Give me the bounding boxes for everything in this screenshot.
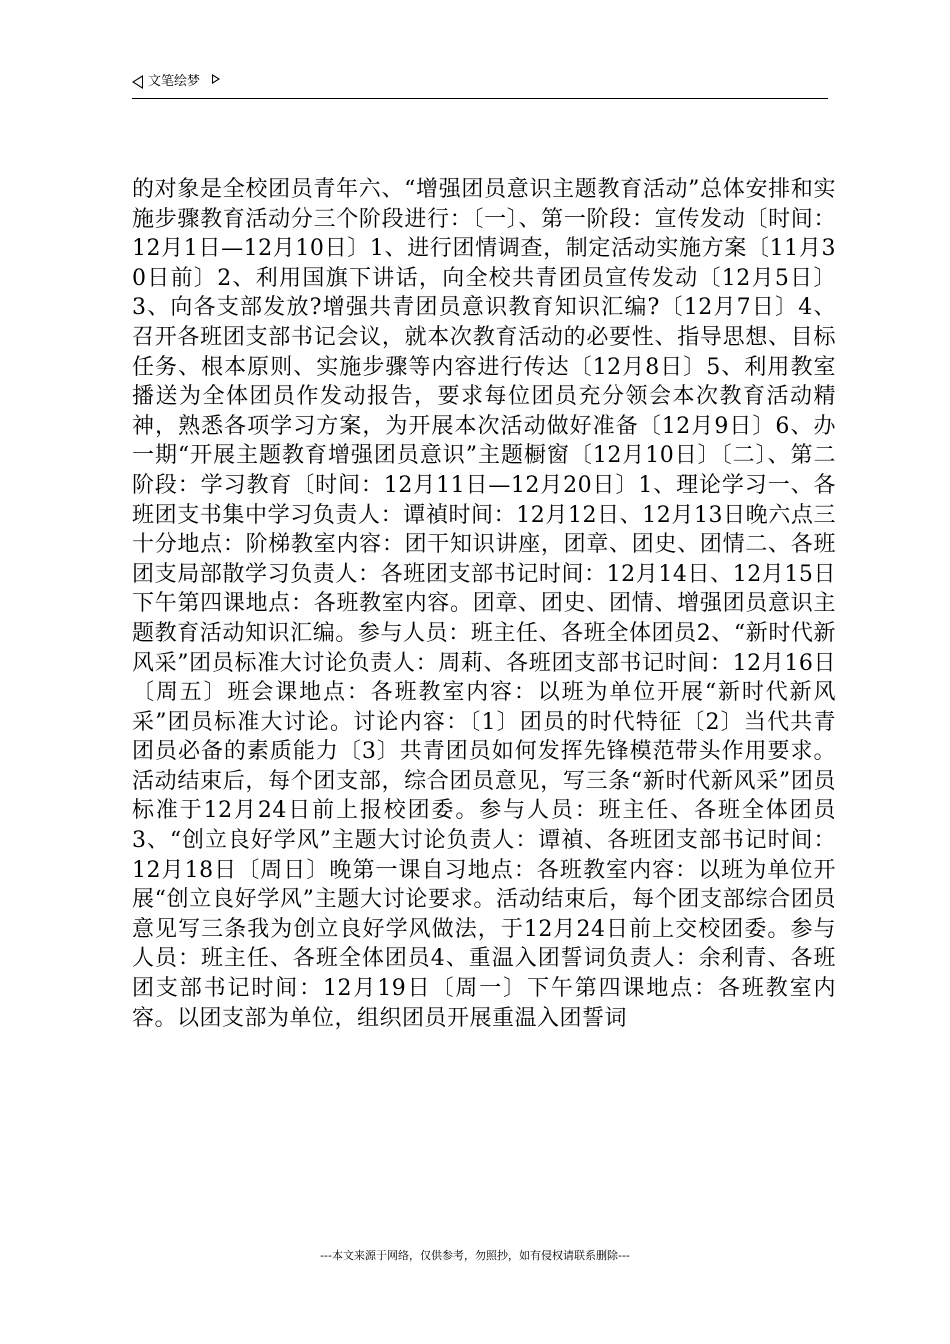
page-header	[132, 72, 828, 99]
footer-notice: ---本文来源于网络，仅供参考，勿照抄，如有侵权请联系删除---	[320, 1249, 630, 1262]
triangle-left-icon	[132, 75, 143, 89]
triangle-right-icon	[212, 74, 220, 84]
brand	[132, 72, 220, 92]
body-paragraph: 的对象是全校团员青年六、“增强团员意识主题教育活动”总体安排和实施步骤教育活动分三个阶段进行：〔一〕、第一阶段：宣传发动〔时间：12月1日—12月10日〕1、进行团情调查，制定活动实施方案〔11月30日前〕2、利用国旗下讲话，向全校共青团员宣传发动〔12月5日〕3、向各支部发放?增强共青团员意识教育知识汇编?〔12月7日〕4、召开各班团支部书记会议，就本次教育活动的必要性、指导思想、目标任务、根本原则、实施步骤等内容进行传达〔12月8日〕5、利用教室播送为全体团员作发动报告，要求每位团员充分领会本次教育活动精神，熟悉各项学习方案，为开展本次活动做好准备〔12月9日〕6、办一期“开展主题教育增强团员意识”主题橱窗〔12月10日〕〔二〕、第二阶段：学习教育〔时间：12月11日—12月20日〕1、理论学习一、各班团支书集中学习负责人：谭禎时间：12月12日、12月13日晚六点三十分地点：阶梯教室内容：团干知识讲座，团章、团史、团情二、各班团支局部散学习负责人：各班团支部书记时间：12月14日、12月15日下午第四课地点：各班教室内容。团章、团史、团情、增强团员意识主题教育活动知识汇编。参与人员：班主任、各班全体团员2、“新时代新风采”团员标准大讨论负责人：周莉、各班团支部书记时间：12月16日〔周五〕班会课地点：各班教室内容：以班为单位开展“新时代新风采”团员标准大讨论。讨论内容：〔1〕团员的时代特征〔2〕当代共青团员必备的素质能力〔3〕共青团员如何发挥先锋模范带头作用要求。活动结束后，每个团支部，综合团员意见，写三条“新时代新风采”团员标准于12月24日前上报校团委。参与人员：班主任、各班全体团员3、“创立良好学风”主题大讨论负责人：谭禎、各班团支部书记时间：12月18日〔周日〕晚第一课自习地点：各班教室内容：以班为单位开展“创立良好学风”主题大讨论要求。活动结束后，每个团支部综合团员意见写三条我为创立良好学风做法，于12月24日前上交校团委。参与人员：班主任、各班全体团员4、重温入团誓词负责人：余利青、各班团支部书记时间：12月19日〔周一〕下午第四课地点：各班教室内容。以团支部为单位，组织团员开展重温入团誓词	[132, 177, 836, 1031]
brand-text: 文笔绘梦	[148, 74, 201, 89]
